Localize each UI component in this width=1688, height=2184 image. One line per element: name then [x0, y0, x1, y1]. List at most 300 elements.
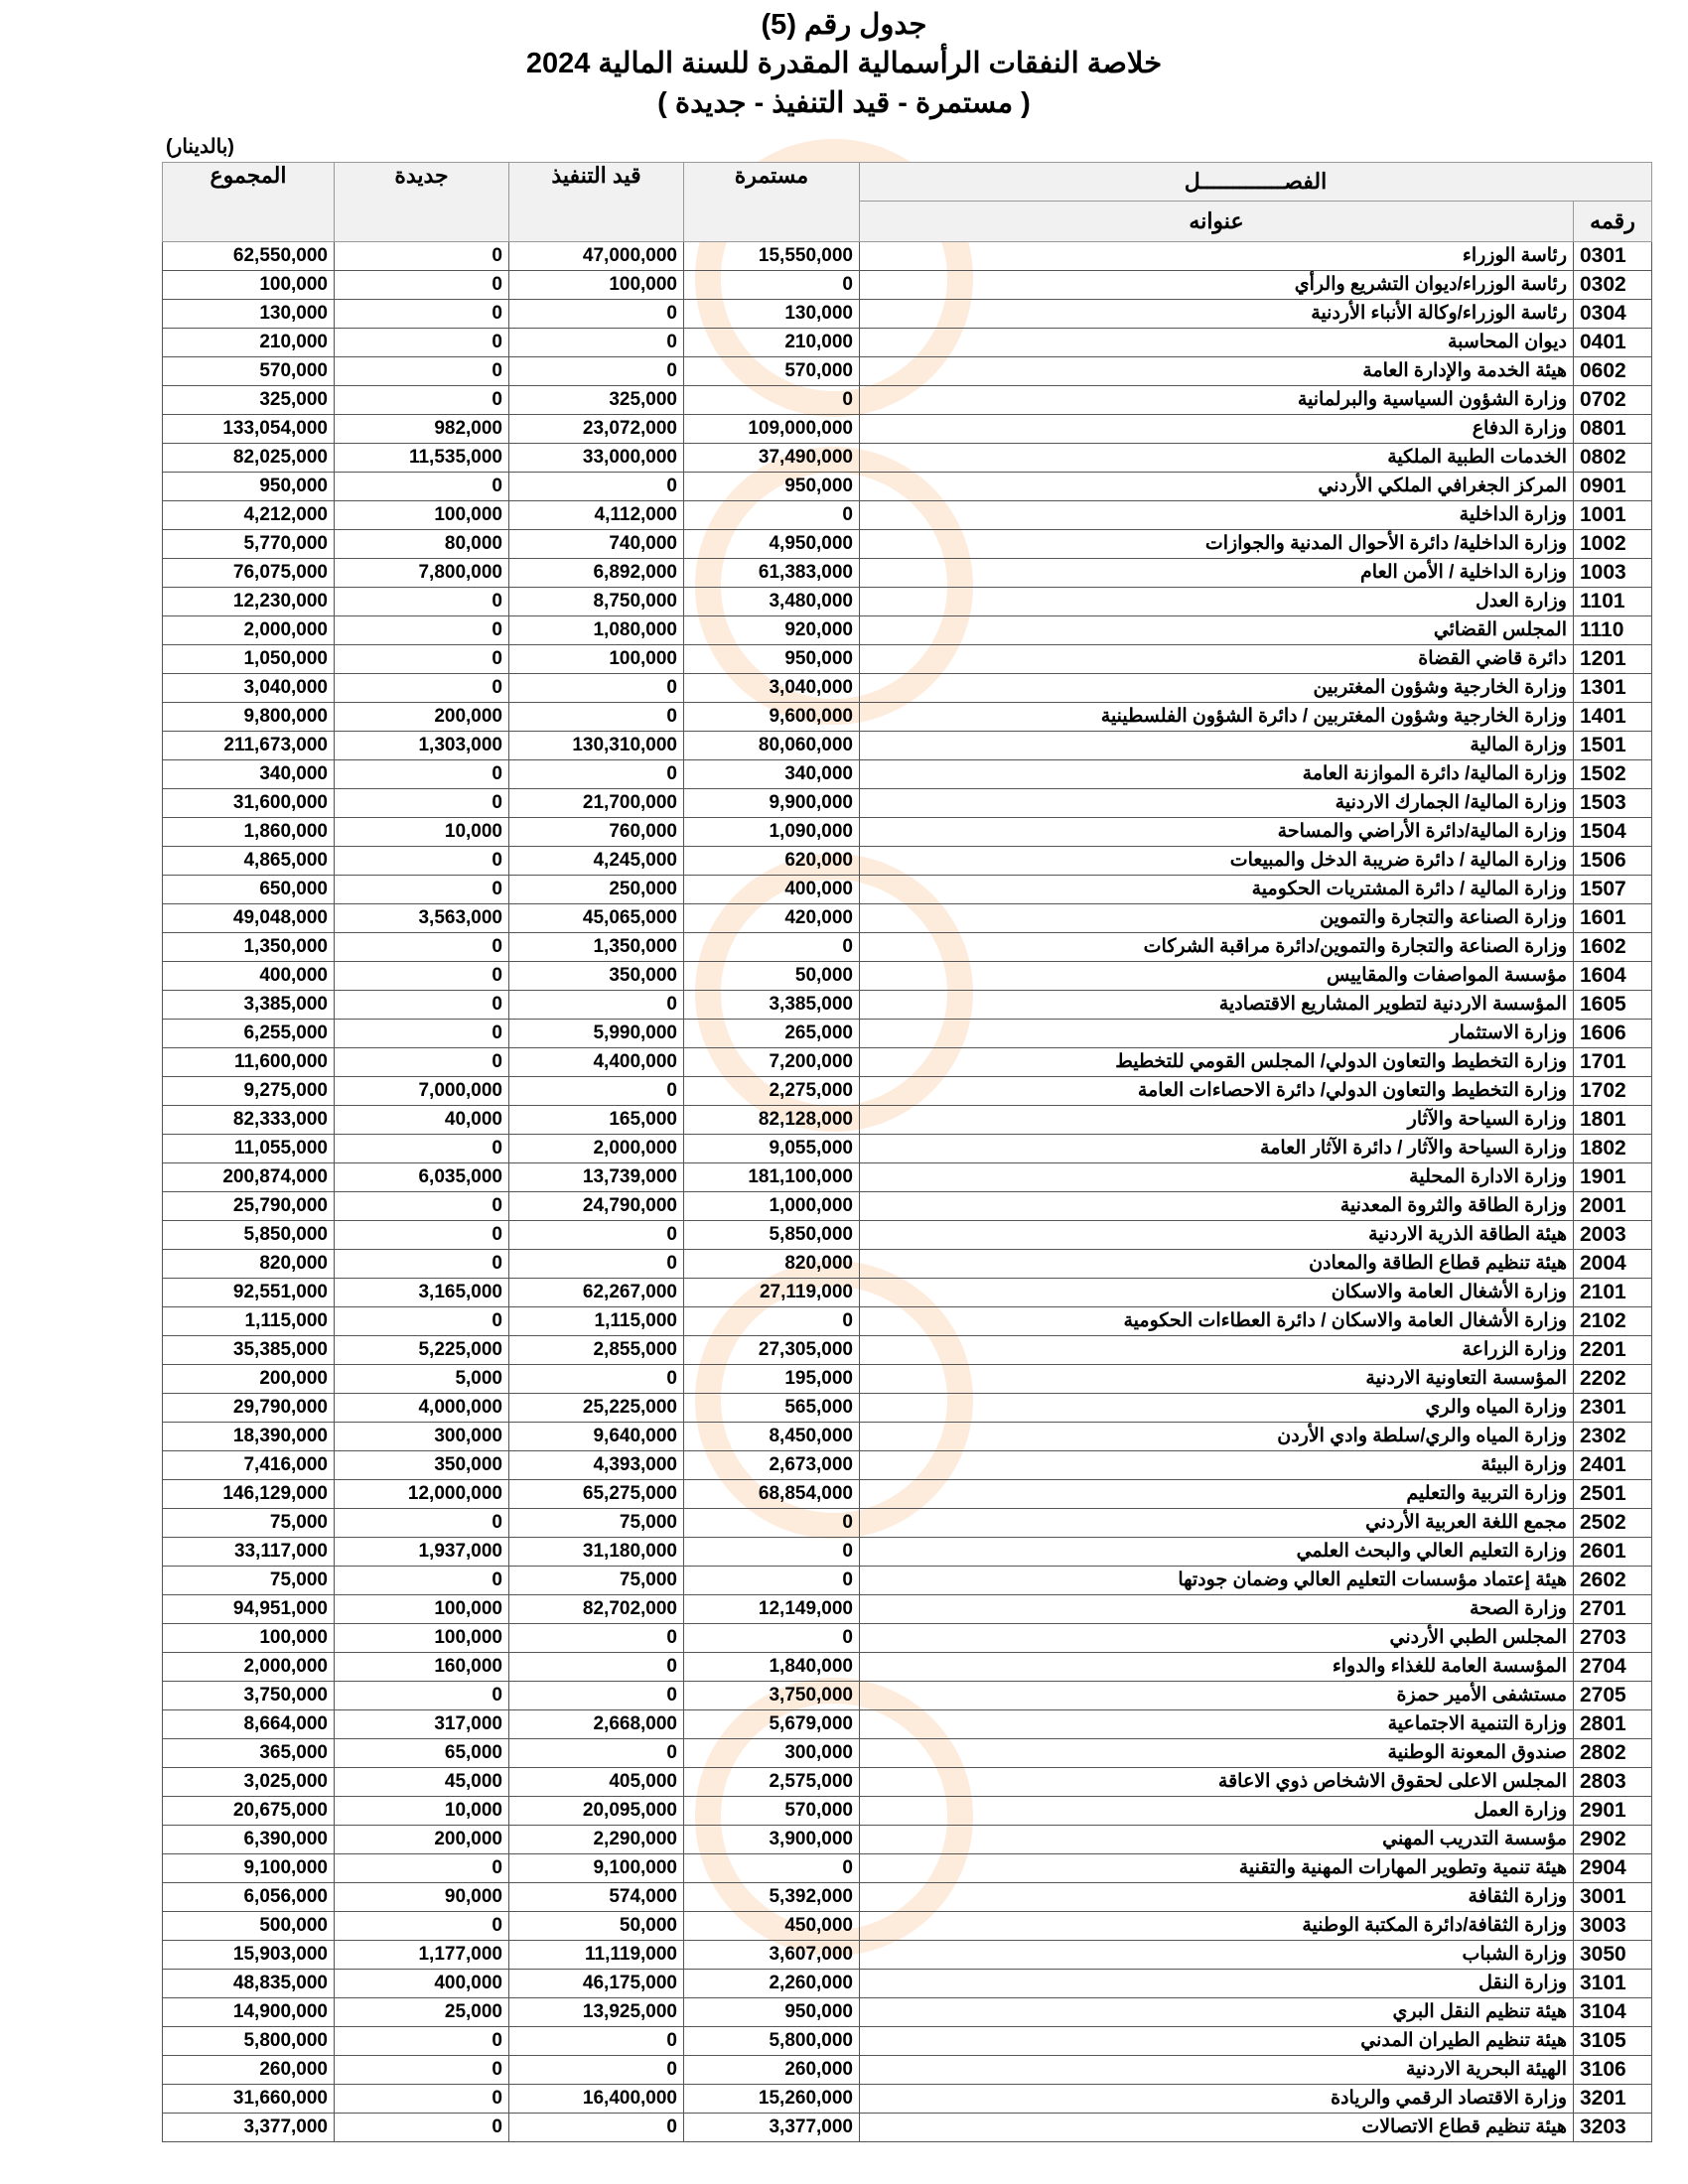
new-cell: 100,000 [335, 1624, 509, 1653]
chapter-name-cell: دائرة قاضي القضاة [860, 645, 1574, 674]
new-cell: 1,937,000 [335, 1538, 509, 1567]
chapter-code-cell: 3203 [1574, 2114, 1652, 2142]
new-cell: 45,000 [335, 1768, 509, 1797]
chapter-name-cell: المؤسسة العامة للغذاء والدواء [860, 1653, 1574, 1682]
total-cell: 5,850,000 [163, 1221, 335, 1250]
inprogress-cell: 100,000 [509, 271, 684, 300]
new-cell: 7,000,000 [335, 1077, 509, 1106]
inprogress-cell: 0 [509, 1739, 684, 1768]
chapter-name-cell: وزارة التخطيط والتعاون الدولي/ دائرة الاحصاءات العامة [860, 1077, 1574, 1106]
inprogress-cell: 65,275,000 [509, 1480, 684, 1509]
table-row [163, 1912, 1652, 1941]
chapter-name-cell: وزارة العدل [860, 588, 1574, 616]
chapter-code-cell: 1301 [1574, 674, 1652, 703]
new-cell: 5,225,000 [335, 1336, 509, 1365]
continuing-cell: 1,090,000 [684, 818, 860, 847]
total-cell: 2,000,000 [163, 1653, 335, 1682]
continuing-cell: 27,305,000 [684, 1336, 860, 1365]
column-header-inprogress: قيد التنفيذ [509, 163, 684, 242]
inprogress-cell: 2,668,000 [509, 1710, 684, 1739]
new-cell: 0 [335, 1307, 509, 1336]
chapter-code-cell: 1901 [1574, 1163, 1652, 1192]
new-cell: 1,303,000 [335, 732, 509, 760]
continuing-cell: 12,149,000 [684, 1595, 860, 1624]
inprogress-cell: 0 [509, 1221, 684, 1250]
chapter-code-cell: 0901 [1574, 473, 1652, 501]
continuing-cell: 340,000 [684, 760, 860, 789]
chapter-name-cell: صندوق المعونة الوطنية [860, 1739, 1574, 1768]
new-cell: 0 [335, 473, 509, 501]
continuing-cell: 0 [684, 501, 860, 530]
table-row [163, 1970, 1652, 1998]
continuing-cell: 950,000 [684, 645, 860, 674]
total-cell: 400,000 [163, 962, 335, 991]
new-cell: 5,000 [335, 1365, 509, 1394]
inprogress-cell: 0 [509, 1653, 684, 1682]
total-cell: 35,385,000 [163, 1336, 335, 1365]
total-cell: 340,000 [163, 760, 335, 789]
chapter-name-cell: المجلس الاعلى لحقوق الاشخاص ذوي الاعاقة [860, 1768, 1574, 1797]
table-row [163, 1307, 1652, 1336]
table-row [163, 1624, 1652, 1653]
total-cell: 6,390,000 [163, 1826, 335, 1854]
total-cell: 130,000 [163, 300, 335, 329]
new-cell: 0 [335, 271, 509, 300]
continuing-cell: 0 [684, 933, 860, 962]
chapter-code-cell: 3001 [1574, 1883, 1652, 1912]
table-row [163, 1077, 1652, 1106]
total-cell: 62,550,000 [163, 242, 335, 271]
continuing-cell: 68,854,000 [684, 1480, 860, 1509]
table-row [163, 1336, 1652, 1365]
new-cell: 317,000 [335, 1710, 509, 1739]
total-cell: 820,000 [163, 1250, 335, 1279]
inprogress-cell: 16,400,000 [509, 2085, 684, 2114]
table-row [163, 1048, 1652, 1077]
total-cell: 20,675,000 [163, 1797, 335, 1826]
new-cell: 4,000,000 [335, 1394, 509, 1423]
new-cell: 0 [335, 847, 509, 876]
chapter-code-cell: 1802 [1574, 1135, 1652, 1163]
new-cell: 0 [335, 2085, 509, 2114]
table-row [163, 1135, 1652, 1163]
chapter-name-cell: وزارة التخطيط والتعاون الدولي/ المجلس القومي للتخطيط [860, 1048, 1574, 1077]
chapter-name-cell: رئاسة الوزراء [860, 242, 1574, 271]
total-cell: 31,660,000 [163, 2085, 335, 2114]
table-row [163, 1595, 1652, 1624]
chapter-name-cell: المجلس الطبي الأردني [860, 1624, 1574, 1653]
chapter-name-cell: وزارة التنمية الاجتماعية [860, 1710, 1574, 1739]
chapter-code-cell: 2001 [1574, 1192, 1652, 1221]
table-row [163, 501, 1652, 530]
inprogress-cell: 165,000 [509, 1106, 684, 1135]
new-cell: 0 [335, 2056, 509, 2085]
chapter-code-cell: 2602 [1574, 1567, 1652, 1595]
chapter-code-cell: 1702 [1574, 1077, 1652, 1106]
column-header-title: عنوانه [860, 202, 1574, 242]
chapter-name-cell: وزارة النقل [860, 1970, 1574, 1998]
continuing-cell: 920,000 [684, 616, 860, 645]
table-row [163, 2085, 1652, 2114]
continuing-cell: 27,119,000 [684, 1279, 860, 1307]
chapter-name-cell: وزارة الخارجية وشؤون المغتربين / دائرة الشؤون الفلسطينية [860, 703, 1574, 732]
inprogress-cell: 0 [509, 1624, 684, 1653]
table-main-title: خلاصة النفقات الرأسمالية المقدرة للسنة المالية 2024 [525, 48, 1163, 79]
total-cell: 18,390,000 [163, 1423, 335, 1451]
chapter-code-cell: 0401 [1574, 329, 1652, 357]
column-header-total: المجموع [163, 163, 335, 242]
chapter-name-cell: وزارة الثقافة/دائرة المكتبة الوطنية [860, 1912, 1574, 1941]
chapter-code-cell: 3201 [1574, 2085, 1652, 2114]
continuing-cell: 80,060,000 [684, 732, 860, 760]
new-cell: 0 [335, 1020, 509, 1048]
total-cell: 8,664,000 [163, 1710, 335, 1739]
inprogress-cell: 24,790,000 [509, 1192, 684, 1221]
new-cell: 0 [335, 789, 509, 818]
continuing-cell: 3,385,000 [684, 991, 860, 1020]
currency-unit-label: (بالدينار) [166, 136, 234, 158]
continuing-cell: 0 [684, 386, 860, 415]
total-cell: 76,075,000 [163, 559, 335, 588]
chapter-name-cell: وزارة السياحة والآثار [860, 1106, 1574, 1135]
new-cell: 0 [335, 933, 509, 962]
continuing-cell: 300,000 [684, 1739, 860, 1768]
chapter-name-cell: هيئة تنظيم قطاع الاتصالات [860, 2114, 1574, 2142]
continuing-cell: 5,800,000 [684, 2027, 860, 2056]
inprogress-cell: 33,000,000 [509, 444, 684, 473]
continuing-cell: 0 [684, 1307, 860, 1336]
inprogress-cell: 0 [509, 2114, 684, 2142]
chapter-code-cell: 2102 [1574, 1307, 1652, 1336]
continuing-cell: 109,000,000 [684, 415, 860, 444]
chapter-code-cell: 1503 [1574, 789, 1652, 818]
table-row [163, 1538, 1652, 1567]
new-cell: 0 [335, 1912, 509, 1941]
new-cell: 0 [335, 876, 509, 904]
table-row [163, 242, 1652, 271]
chapter-code-cell: 1602 [1574, 933, 1652, 962]
total-cell: 11,055,000 [163, 1135, 335, 1163]
total-cell: 14,900,000 [163, 1998, 335, 2027]
chapter-code-cell: 1003 [1574, 559, 1652, 588]
chapter-name-cell: وزارة الزراعة [860, 1336, 1574, 1365]
chapter-name-cell: هيئة إعتماد مؤسسات التعليم العالي وضمان جودتها [860, 1567, 1574, 1595]
chapter-name-cell: الهيئة البحرية الاردنية [860, 2056, 1574, 2085]
table-row [163, 1106, 1652, 1135]
inprogress-cell: 4,400,000 [509, 1048, 684, 1077]
total-cell: 3,040,000 [163, 674, 335, 703]
table-row [163, 444, 1652, 473]
continuing-cell: 3,480,000 [684, 588, 860, 616]
new-cell: 0 [335, 2027, 509, 2056]
continuing-cell: 1,000,000 [684, 1192, 860, 1221]
inprogress-cell: 13,925,000 [509, 1998, 684, 2027]
continuing-cell: 1,840,000 [684, 1653, 860, 1682]
chapter-code-cell: 1001 [1574, 501, 1652, 530]
new-cell: 11,535,000 [335, 444, 509, 473]
total-cell: 1,350,000 [163, 933, 335, 962]
total-cell: 1,115,000 [163, 1307, 335, 1336]
inprogress-cell: 760,000 [509, 818, 684, 847]
inprogress-cell: 0 [509, 1365, 684, 1394]
new-cell: 0 [335, 1048, 509, 1077]
chapter-code-cell: 2802 [1574, 1739, 1652, 1768]
chapter-name-cell: وزارة الثقافة [860, 1883, 1574, 1912]
table-row [163, 357, 1652, 386]
chapter-name-cell: وزارة الداخلية/ دائرة الأحوال المدنية والجوازات [860, 530, 1574, 559]
chapter-name-cell: المؤسسة الاردنية لتطوير المشاريع الاقتصادية [860, 991, 1574, 1020]
total-cell: 100,000 [163, 1624, 335, 1653]
chapter-code-cell: 1504 [1574, 818, 1652, 847]
continuing-cell: 7,200,000 [684, 1048, 860, 1077]
chapter-name-cell: وزارة الشؤون السياسية والبرلمانية [860, 386, 1574, 415]
total-cell: 146,129,000 [163, 1480, 335, 1509]
chapter-name-cell: هيئة تنظيم النقل البري [860, 1998, 1574, 2027]
chapter-code-cell: 2801 [1574, 1710, 1652, 1739]
inprogress-cell: 0 [509, 1682, 684, 1710]
continuing-cell: 130,000 [684, 300, 860, 329]
table-row [163, 818, 1652, 847]
chapter-code-cell: 3106 [1574, 2056, 1652, 2085]
continuing-cell: 0 [684, 1509, 860, 1538]
chapter-name-cell: هيئة تنظيم الطيران المدني [860, 2027, 1574, 2056]
chapter-name-cell: هيئة الخدمة والإدارة العامة [860, 357, 1574, 386]
inprogress-cell: 6,892,000 [509, 559, 684, 588]
chapter-name-cell: الخدمات الطبية الملكية [860, 444, 1574, 473]
chapter-code-cell: 1604 [1574, 962, 1652, 991]
continuing-cell: 9,900,000 [684, 789, 860, 818]
continuing-cell: 9,600,000 [684, 703, 860, 732]
total-cell: 4,865,000 [163, 847, 335, 876]
new-cell: 100,000 [335, 1595, 509, 1624]
continuing-cell: 15,550,000 [684, 242, 860, 271]
chapter-name-cell: وزارة الصناعة والتجارة والتموين [860, 904, 1574, 933]
table-row [163, 1020, 1652, 1048]
continuing-cell: 3,040,000 [684, 674, 860, 703]
inprogress-cell: 0 [509, 2056, 684, 2085]
total-cell: 500,000 [163, 1912, 335, 1941]
chapter-code-cell: 3104 [1574, 1998, 1652, 2027]
continuing-cell: 565,000 [684, 1394, 860, 1423]
chapter-name-cell: مجمع اللغة العربية الأردني [860, 1509, 1574, 1538]
table-row [163, 1797, 1652, 1826]
total-cell: 260,000 [163, 2056, 335, 2085]
new-cell: 200,000 [335, 703, 509, 732]
continuing-cell: 61,383,000 [684, 559, 860, 588]
chapter-name-cell: رئاسة الوزراء/ديوان التشريع والرأي [860, 271, 1574, 300]
new-cell: 400,000 [335, 1970, 509, 1998]
chapter-name-cell: وزارة الشباب [860, 1941, 1574, 1970]
total-cell: 48,835,000 [163, 1970, 335, 1998]
chapter-code-cell: 2302 [1574, 1423, 1652, 1451]
inprogress-cell: 100,000 [509, 645, 684, 674]
table-row [163, 1221, 1652, 1250]
chapter-code-cell: 1002 [1574, 530, 1652, 559]
inprogress-cell: 21,700,000 [509, 789, 684, 818]
chapter-code-cell: 2704 [1574, 1653, 1652, 1682]
table-row [163, 645, 1652, 674]
continuing-cell: 260,000 [684, 2056, 860, 2085]
continuing-cell: 3,377,000 [684, 2114, 860, 2142]
chapter-code-cell: 2803 [1574, 1768, 1652, 1797]
continuing-cell: 37,490,000 [684, 444, 860, 473]
total-cell: 5,770,000 [163, 530, 335, 559]
chapter-code-cell: 0802 [1574, 444, 1652, 473]
table-row [163, 1653, 1652, 1682]
chapter-name-cell: وزارة المالية/دائرة الأراضي والمساحة [860, 818, 1574, 847]
new-cell: 300,000 [335, 1423, 509, 1451]
inprogress-cell: 45,065,000 [509, 904, 684, 933]
inprogress-cell: 0 [509, 329, 684, 357]
inprogress-cell: 1,350,000 [509, 933, 684, 962]
continuing-cell: 450,000 [684, 1912, 860, 1941]
table-row [163, 732, 1652, 760]
new-cell: 0 [335, 386, 509, 415]
chapter-name-cell: هيئة الطاقة الذرية الاردنية [860, 1221, 1574, 1250]
total-cell: 82,333,000 [163, 1106, 335, 1135]
chapter-code-cell: 2701 [1574, 1595, 1652, 1624]
chapter-name-cell: وزارة المياه والري [860, 1394, 1574, 1423]
inprogress-cell: 1,080,000 [509, 616, 684, 645]
total-cell: 365,000 [163, 1739, 335, 1768]
table-row [163, 1710, 1652, 1739]
chapter-code-cell: 2401 [1574, 1451, 1652, 1480]
chapter-name-cell: هيئة تنظيم قطاع الطاقة والمعادن [860, 1250, 1574, 1279]
new-cell: 0 [335, 1682, 509, 1710]
table-row [163, 789, 1652, 818]
total-cell: 9,800,000 [163, 703, 335, 732]
chapter-code-cell: 0602 [1574, 357, 1652, 386]
table-row [163, 991, 1652, 1020]
inprogress-cell: 50,000 [509, 1912, 684, 1941]
chapter-code-cell: 2202 [1574, 1365, 1652, 1394]
chapter-name-cell: ديوان المحاسبة [860, 329, 1574, 357]
total-cell: 6,056,000 [163, 1883, 335, 1912]
chapter-code-cell: 1606 [1574, 1020, 1652, 1048]
chapter-code-cell: 1507 [1574, 876, 1652, 904]
total-cell: 15,903,000 [163, 1941, 335, 1970]
table-row [163, 1826, 1652, 1854]
new-cell: 0 [335, 2114, 509, 2142]
continuing-cell: 950,000 [684, 473, 860, 501]
continuing-cell: 5,850,000 [684, 1221, 860, 1250]
continuing-cell: 0 [684, 1567, 860, 1595]
new-cell: 160,000 [335, 1653, 509, 1682]
table-row [163, 760, 1652, 789]
total-cell: 94,951,000 [163, 1595, 335, 1624]
inprogress-cell: 62,267,000 [509, 1279, 684, 1307]
table-row [163, 904, 1652, 933]
new-cell: 10,000 [335, 1797, 509, 1826]
continuing-cell: 5,392,000 [684, 1883, 860, 1912]
total-cell: 650,000 [163, 876, 335, 904]
chapter-name-cell: وزارة المالية/ الجمارك الاردنية [860, 789, 1574, 818]
table-row [163, 674, 1652, 703]
chapter-name-cell: وزارة المياه والري/سلطة وادي الأردن [860, 1423, 1574, 1451]
continuing-cell: 8,450,000 [684, 1423, 860, 1451]
new-cell: 7,800,000 [335, 559, 509, 588]
chapter-code-cell: 1502 [1574, 760, 1652, 789]
continuing-cell: 0 [684, 271, 860, 300]
chapter-name-cell: وزارة السياحة والآثار / دائرة الآثار العامة [860, 1135, 1574, 1163]
column-header-continuing: مستمرة [684, 163, 860, 242]
chapter-name-cell: مؤسسة التدريب المهني [860, 1826, 1574, 1854]
inprogress-cell: 2,290,000 [509, 1826, 684, 1854]
new-cell: 0 [335, 588, 509, 616]
table-row [163, 1509, 1652, 1538]
inprogress-cell: 574,000 [509, 1883, 684, 1912]
chapter-name-cell: وزارة التربية والتعليم [860, 1480, 1574, 1509]
inprogress-cell: 250,000 [509, 876, 684, 904]
chapter-name-cell: وزارة الصناعة والتجارة والتموين/دائرة مراقبة الشركات [860, 933, 1574, 962]
new-cell: 40,000 [335, 1106, 509, 1135]
table-row [163, 616, 1652, 645]
chapter-code-cell: 2201 [1574, 1336, 1652, 1365]
table-row [163, 386, 1652, 415]
table-row [163, 300, 1652, 329]
inprogress-cell: 23,072,000 [509, 415, 684, 444]
continuing-cell: 2,275,000 [684, 1077, 860, 1106]
total-cell: 133,054,000 [163, 415, 335, 444]
continuing-cell: 620,000 [684, 847, 860, 876]
total-cell: 11,600,000 [163, 1048, 335, 1077]
new-cell: 0 [335, 1854, 509, 1883]
chapter-code-cell: 2703 [1574, 1624, 1652, 1653]
inprogress-cell: 5,990,000 [509, 1020, 684, 1048]
total-cell: 29,790,000 [163, 1394, 335, 1423]
inprogress-cell: 4,393,000 [509, 1451, 684, 1480]
continuing-cell: 400,000 [684, 876, 860, 904]
chapter-name-cell: وزارة الداخلية [860, 501, 1574, 530]
new-cell: 200,000 [335, 1826, 509, 1854]
continuing-cell: 820,000 [684, 1250, 860, 1279]
continuing-cell: 195,000 [684, 1365, 860, 1394]
total-cell: 3,377,000 [163, 2114, 335, 2142]
table-row [163, 847, 1652, 876]
inprogress-cell: 11,119,000 [509, 1941, 684, 1970]
table-row [163, 1682, 1652, 1710]
chapter-name-cell: وزارة الأشغال العامة والاسكان / دائرة العطاءات الحكومية [860, 1307, 1574, 1336]
table-row [163, 962, 1652, 991]
chapter-code-cell: 2601 [1574, 1538, 1652, 1567]
total-cell: 100,000 [163, 271, 335, 300]
inprogress-cell: 0 [509, 1077, 684, 1106]
inprogress-cell: 4,112,000 [509, 501, 684, 530]
new-cell: 0 [335, 616, 509, 645]
continuing-cell: 5,679,000 [684, 1710, 860, 1739]
table-row [163, 1768, 1652, 1797]
total-cell: 82,025,000 [163, 444, 335, 473]
inprogress-cell: 740,000 [509, 530, 684, 559]
chapter-name-cell: وزارة المالية / دائرة المشتريات الحكومية [860, 876, 1574, 904]
chapter-code-cell: 1601 [1574, 904, 1652, 933]
total-cell: 75,000 [163, 1567, 335, 1595]
inprogress-cell: 0 [509, 1250, 684, 1279]
inprogress-cell: 4,245,000 [509, 847, 684, 876]
continuing-cell: 2,575,000 [684, 1768, 860, 1797]
table-row [163, 876, 1652, 904]
total-cell: 3,750,000 [163, 1682, 335, 1710]
chapter-name-cell: وزارة الخارجية وشؤون المغتربين [860, 674, 1574, 703]
continuing-cell: 50,000 [684, 962, 860, 991]
chapter-code-cell: 1506 [1574, 847, 1652, 876]
new-cell: 982,000 [335, 415, 509, 444]
inprogress-cell: 75,000 [509, 1509, 684, 1538]
total-cell: 200,000 [163, 1365, 335, 1394]
new-cell: 3,165,000 [335, 1279, 509, 1307]
chapter-code-cell: 0301 [1574, 242, 1652, 271]
table-row [163, 1883, 1652, 1912]
